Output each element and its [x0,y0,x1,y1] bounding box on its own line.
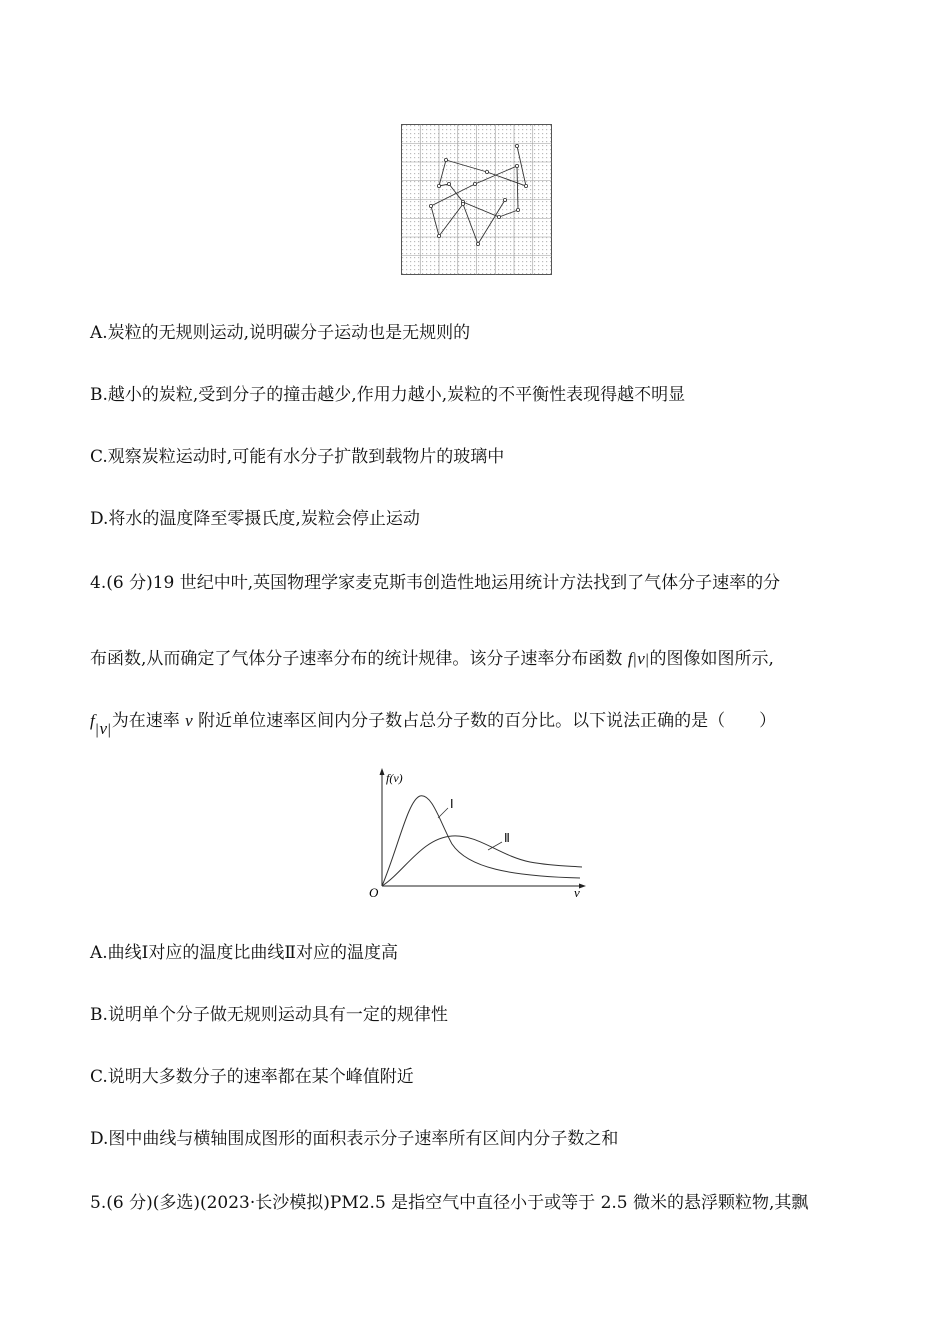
x-axis-arrow [579,884,586,889]
trajectory-point [461,202,464,205]
q5-stem-line-1: 5.(6 分)(多选)(2023·长沙模拟)PM2.5 是指空气中直径小于或等于 2.5 微米的悬浮颗粒物,其飘 [90,1193,809,1213]
trajectory-point [497,215,500,218]
q4-stem-line-3-text: 为在速率 [111,711,186,731]
q4-stem-line-3 [90,710,777,738]
fv-symbol-v-2: v [99,719,107,738]
fv-symbol-v: v [637,649,645,668]
q3-option-b: B.越小的炭粒,受到分子的撞击越少,作用力越小,炭粒的不平衡性表现得越不明显 [90,385,686,405]
trajectory-point [515,144,518,147]
q4-option-a: A.曲线Ⅰ对应的温度比曲线Ⅱ对应的温度高 [90,943,398,963]
q3-option-c: C.观察炭粒运动时,可能有水分子扩散到载物片的玻璃中 [90,447,505,467]
q4-stem-line-3-end: 附近单位速率区间内分子数占总分子数的百分比。以下说法正确的是（ ） [192,711,777,731]
q4-stem-line-2 [90,648,774,671]
trajectory-point [524,184,527,187]
fv-paren-open-2: | [94,722,100,738]
trajectory-point [503,198,506,201]
fv-symbol-f: f [627,649,633,668]
maxwell-distribution-figure [360,766,600,902]
trajectory-point [476,242,479,245]
fv-symbol-f-2: f [90,711,95,730]
fv-paren-close-2: | [107,722,112,738]
y-axis-arrow [380,768,385,775]
brownian-motion-figure [401,124,553,276]
trajectory-point [444,158,447,161]
curve-1-leader [438,808,448,818]
trajectory-point [516,208,519,211]
trajectory-point [515,164,518,167]
trajectory-point [485,170,488,173]
speed-symbol-v: v [185,711,193,730]
trajectory-point [447,182,450,185]
y-axis-label: f(v) [386,771,403,785]
trajectory-point [473,182,476,185]
q3-option-a: A.炭粒的无规则运动,说明碳分子运动也是无规则的 [90,323,471,343]
curve-2-label: Ⅱ [504,831,510,845]
q4-option-b: B.说明单个分子做无规则运动具有一定的规律性 [90,1005,448,1025]
trajectory-point [437,234,440,237]
q4-stem-line-1: 4.(6 分)19 世纪中叶,英国物理学家麦克斯韦创造性地运用统计方法找到了气体分子速率的分 [90,573,781,593]
trajectory-point [437,184,440,187]
fv-paren-close: | [644,652,650,668]
q4-stem-line-2-text: 布函数,从而确定了气体分子速率分布的统计规律。该分子速率分布函数 [90,649,628,669]
q4-stem-line-2-end: 的图像如图所示, [649,649,774,669]
q4-option-d: D.图中曲线与横轴围成图形的面积表示分子速率所有区间内分子数之和 [90,1129,619,1149]
curve-1 [382,796,580,886]
q3-option-d: D.将水的温度降至零摄氏度,炭粒会停止运动 [90,509,420,529]
trajectory-point [429,204,432,207]
curve-1-label: Ⅰ [450,797,454,811]
curve-2 [382,836,582,886]
fv-paren-open: | [632,652,638,668]
x-axis-label: v [574,885,580,900]
origin-label: O [369,885,379,900]
q4-option-c: C.说明大多数分子的速率都在某个峰值附近 [90,1067,414,1087]
